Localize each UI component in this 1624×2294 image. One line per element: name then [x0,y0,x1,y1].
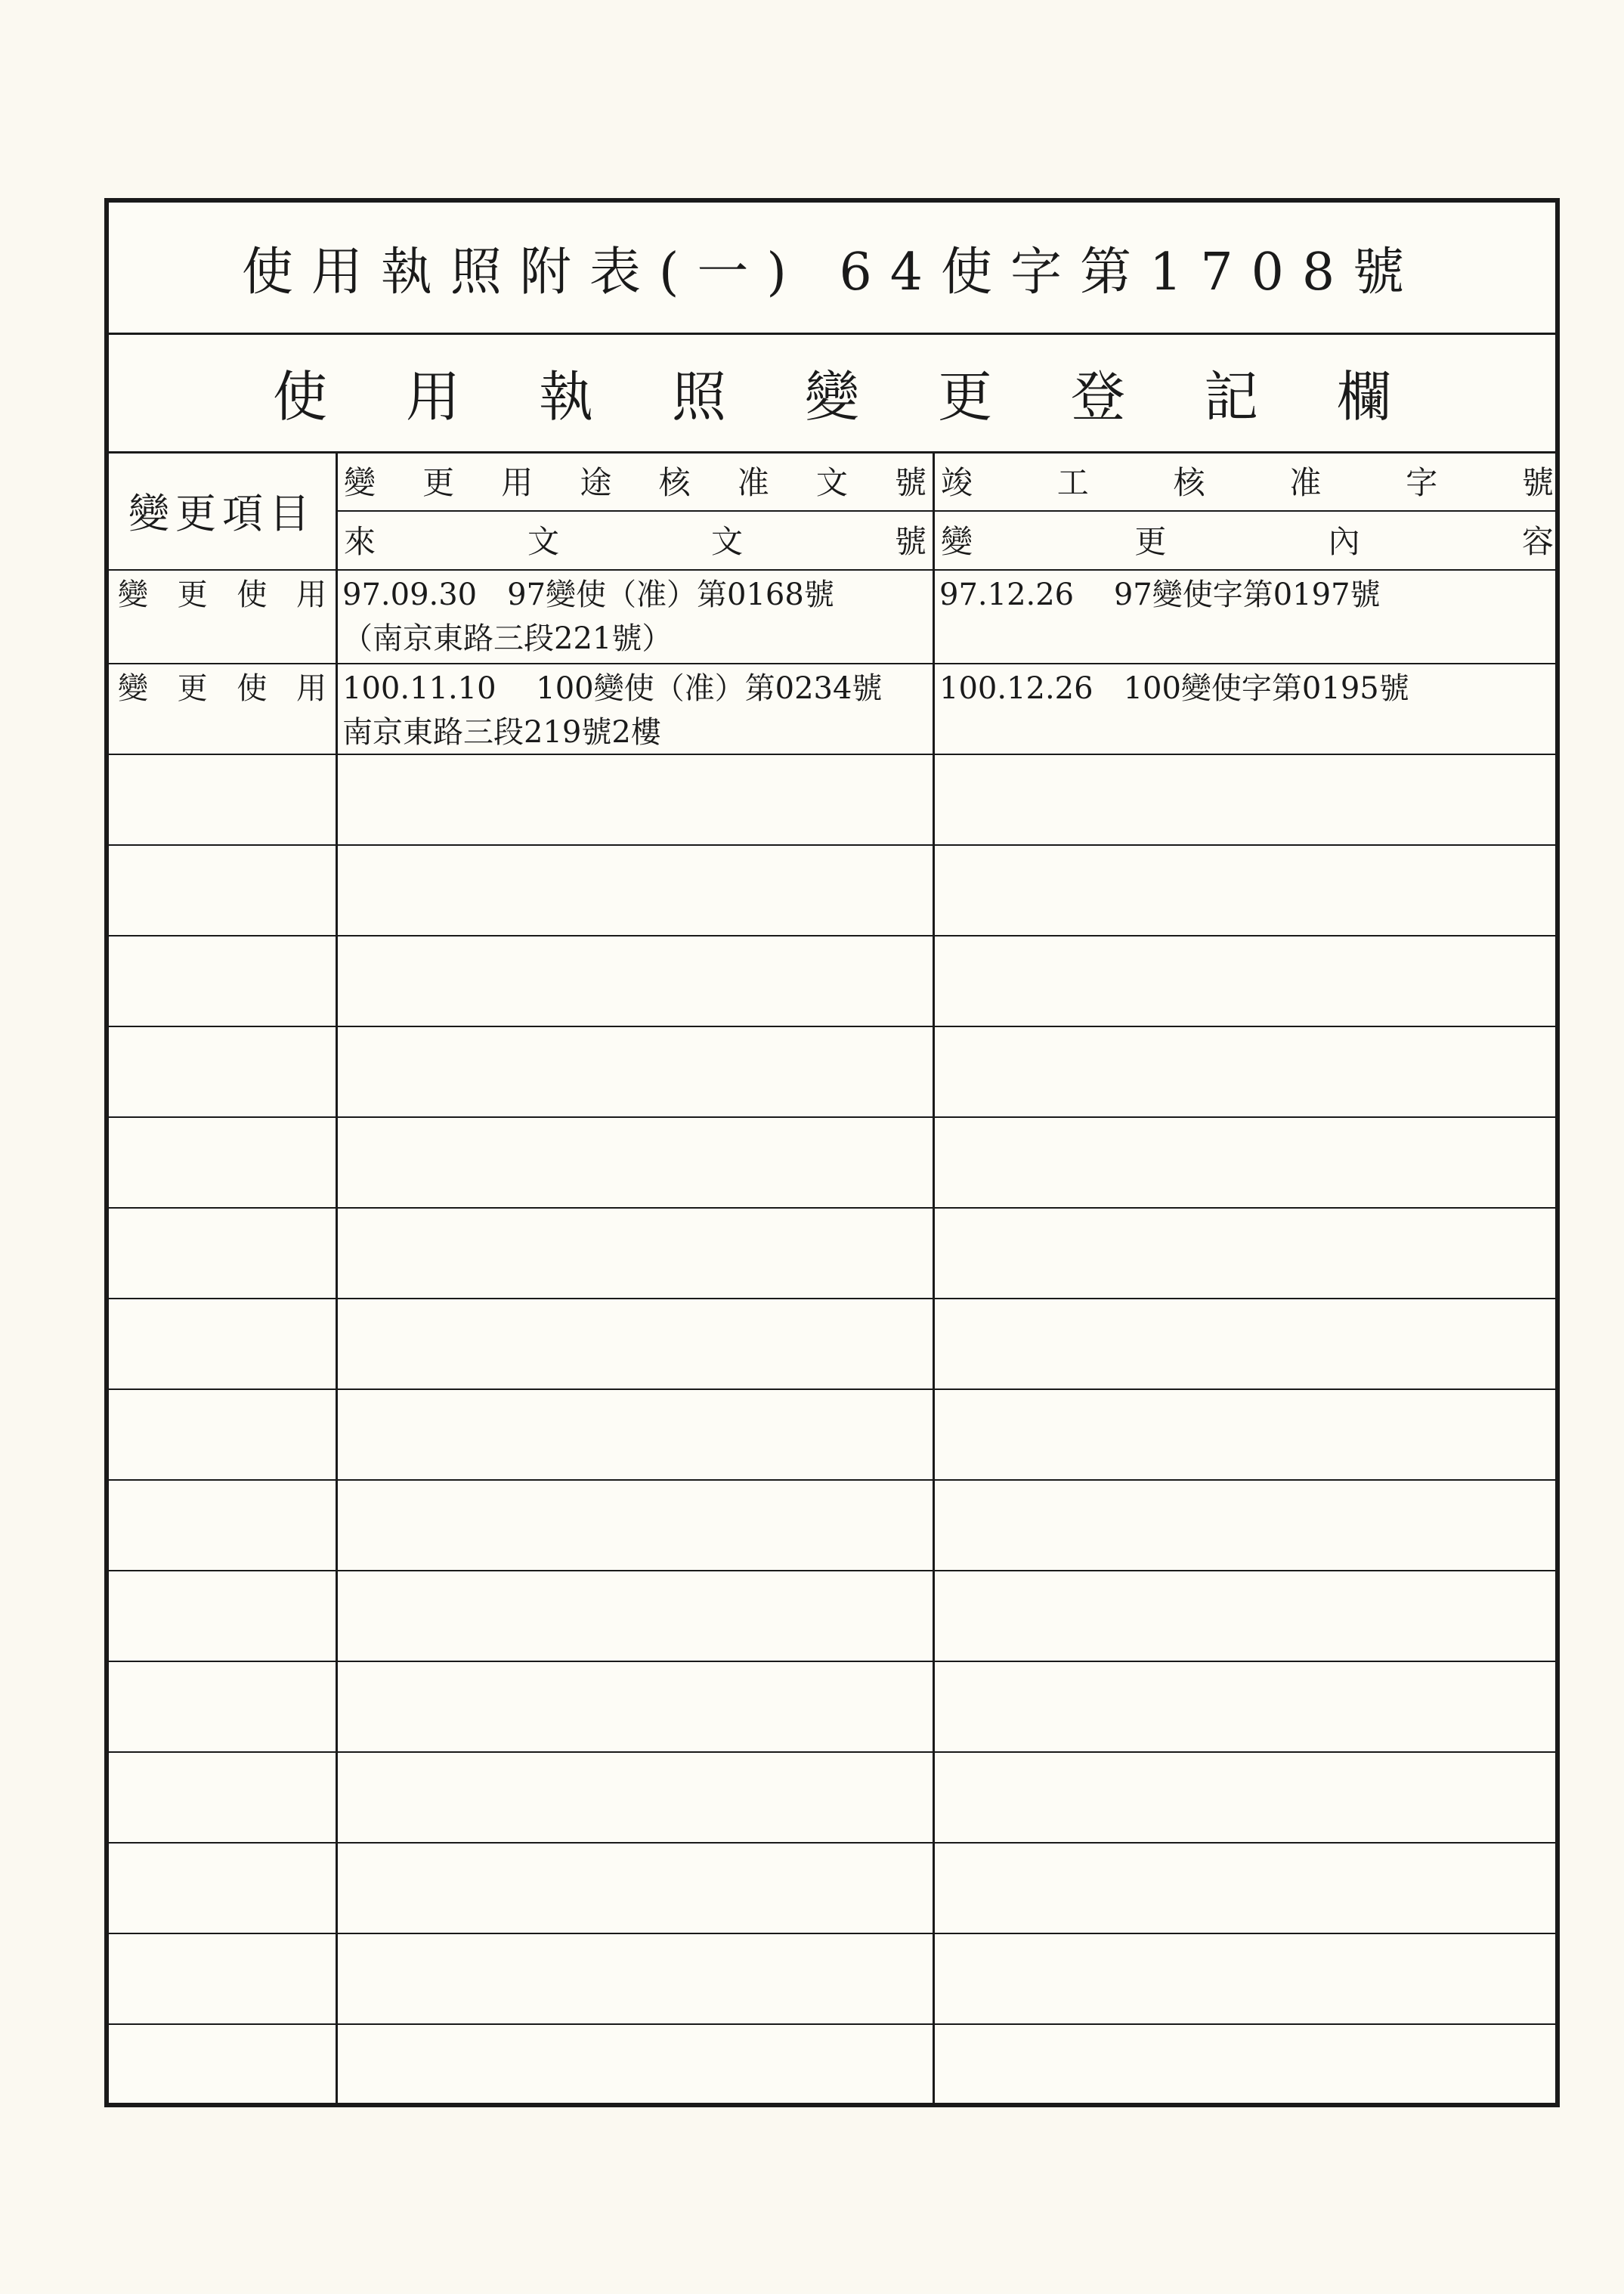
row-divider [109,1388,1555,1390]
row-divider [109,935,1555,936]
row1-completion-no: 97.12.26 97變使字第0197號 [939,577,1381,612]
row-divider [109,569,1555,571]
row-divider [109,1479,1555,1481]
header-change-item: 變更項目 [128,489,316,537]
row-divider [109,1207,1555,1209]
usage-permit-sheet [104,198,1560,2107]
subtitle-row [109,333,1555,454]
row1-approval-line2: （南京東路三段221號） [342,621,673,656]
row1-change-item: 變 更 使 用 [118,577,326,612]
row2-change-item: 變 更 使 用 [118,671,326,706]
row-divider [109,2023,1555,2025]
row2-completion-no: 100.12.26 100變使字第0195號 [939,671,1409,706]
row2-approval-line2: 南京東路三段219號2樓 [342,715,661,750]
header-sub-divider [338,510,1555,512]
document-title: 使用執照附表(一) 64使字第1708號 [241,242,1423,302]
row-divider [109,1661,1555,1662]
row-divider [109,1842,1555,1844]
header-incoming-doc: 來 文 文 號 [344,523,926,560]
header-completion-no: 竣 工 核 准 字 號 [941,464,1554,501]
header-change-content: 變 更 內 容 [941,523,1554,560]
row-divider [109,1570,1555,1571]
title-row [109,203,1555,335]
row-divider [109,754,1555,755]
row-divider [109,844,1555,846]
row2-approval-line1: 100.11.10 100變使（准）第0234號 [342,671,883,706]
section-title: 使用執照變更登記欄 [272,364,1470,429]
row1-approval-line1: 97.09.30 97變使（准）第0168號 [342,577,834,612]
header-approval-doc: 變 更 用 途 核 准 文 號 [344,464,926,501]
row-divider [109,1933,1555,1934]
change-registration-table [109,451,1555,2103]
row-divider [109,1298,1555,1299]
row-divider [109,663,1555,664]
row-divider [109,1026,1555,1027]
row-divider [109,1751,1555,1753]
row-divider [109,1116,1555,1118]
